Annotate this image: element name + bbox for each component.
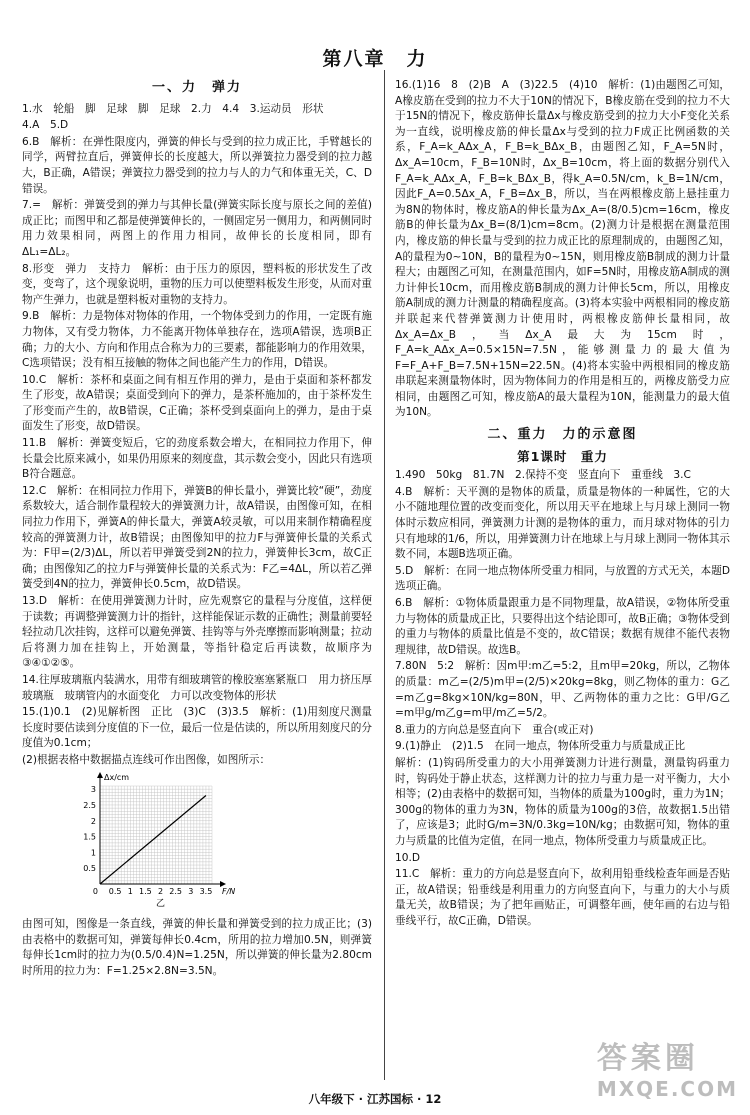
left-answer-list-after-chart bbox=[22, 917, 372, 979]
answer-item: 11.C 解析：重力的方向总是竖直向下，故利用铅垂线检查年画是否贴正，故A错误；铅垂线是利用重力的方向竖直向下，与重力的大小与质量无关，故B错误；为了把年画贴正，可调整年画，使年画的右边与铅垂线平行，故C正确，D错误。 bbox=[395, 868, 730, 927]
left-column bbox=[22, 78, 372, 981]
section-heading-1: 一、力 弹力 bbox=[151, 80, 242, 95]
y-tick-label: 2.5 bbox=[83, 800, 96, 810]
answer-item: 1.490 50kg 81.7N 2.保持不变 竖直向下 重垂线 3.C bbox=[395, 469, 691, 482]
spring-extension-chart bbox=[72, 772, 236, 910]
x-tick-label: 3.5 bbox=[199, 886, 213, 896]
answer-item: 13.D 解析：在使用弹簧测力计时，应先观察它的量程与分度值，这样便于读数；再调整弹簧测力计的指针，这样能保证示数的正确性；测量前要轻轻拉动几次挂钩，这样可以避免弹簧、挂钩等与外壳摩擦而影响测量；拉动后将测力加在挂钩上，开始测量，等指针稳定后再读数，故顺序为③④①②⑤。 bbox=[22, 595, 372, 670]
y-tick-label: 0.5 bbox=[83, 863, 96, 873]
section-heading-2: 二、重力 力的示意图 bbox=[487, 427, 638, 443]
y-axis-label: Δx/cm bbox=[104, 772, 130, 782]
x-tick-label: 2 bbox=[157, 886, 164, 896]
answer-item: 7.= 解析：弹簧受到的弹力与其伸长量(弹簧实际长度与原长之间的差值)成正比；而图甲和乙都是使弹簧伸长的，一侧固定另一侧用力，和两侧同时用力效果相同，两图上的作用力相同，故伸长的长度相同，即有ΔL₁=ΔL₂。 bbox=[22, 199, 372, 258]
lesson-heading: 第1课时 重力 bbox=[517, 448, 608, 464]
answer-item: 1.水 轮船 脚 足球 脚 足球 2.力 4.4 3.运动员 形状 bbox=[22, 102, 324, 115]
answer-item: 8.重力的方向总是竖直向下 重合(或正对) bbox=[395, 723, 594, 736]
x-tick-label: 1.5 bbox=[139, 886, 152, 896]
chapter-title: 第八章 力 bbox=[322, 48, 428, 70]
x-axis-label: F/N bbox=[222, 886, 236, 896]
x-tick-label: 3 bbox=[188, 886, 194, 896]
left-answer-list bbox=[22, 102, 372, 769]
y-tick-label: 2 bbox=[90, 816, 96, 826]
answer-item: 4.A 5.D bbox=[22, 119, 69, 132]
watermark-text-1: 答案圈 bbox=[596, 1041, 699, 1076]
answer-item: 7.80N 5:2 解析：因m甲:m乙=5:2，且m甲=20kg，所以，乙物体的质量：m乙=(2/5)m甲=(2/5)×20kg=8kg，则乙物体的重力：G乙=m乙g=8kg×10N/kg=80N，甲、乙两物体的重力之比：G甲/G乙=m甲g/m乙g=m甲/m乙=5/2。 bbox=[395, 660, 730, 720]
y-axis-arrow bbox=[97, 772, 103, 778]
answer-item: 4.B 解析：天平测的是物体的质量，质量是物体的一种属性，它的大小不随地理位置的改变而变化，所以用天平在地球上与月球上测同一物体时示数应相同，弹簧测力计测的是物体的重力，而月球对物体的引力只有地球的1/6，所以，用弹簧测力计在地球上与月球上测同一物体其示数不同，本题B选项正确。 bbox=[395, 485, 730, 561]
answer-item: 6.B 解析：①物体质量跟重力是不同物理量，故A错误，②物体所受重力与物体的质量成正比，只要得出这个结论即可，故B正确；③物体受到的重力与物体的质量比值是不变的，故C错误；数据有规律不能代表物理规律，故D错误。故选B。 bbox=[395, 597, 730, 656]
y-tick-label: 1 bbox=[90, 847, 96, 857]
watermark-text-2: MXQE.COM bbox=[596, 1077, 738, 1101]
answer-item: 10.C 解析：茶杯和桌面之间有相互作用的弹力，是由于桌面和茶杯都发生了形变，故A错误；桌面受到向下的弹力，是茶杯施加的，由于茶杯发生了形变而产生的，故B错误，C正确；茶杯受到桌面向上的弹力，是由于桌面发生了形变，故D错误。 bbox=[22, 373, 372, 433]
chart-caption: 乙 bbox=[156, 898, 166, 909]
right-column bbox=[395, 78, 730, 930]
answer-item: 11.B 解析：弹簧变短后，它的劲度系数会增大，在相同拉力作用下，伸长量会比原来减小，如果仍用原来的刻度盘，其示数会变小，因此只有选项B符合题意。 bbox=[22, 437, 372, 481]
page-footer: 八年级下 · 江苏国标 · 12 bbox=[308, 1092, 442, 1106]
answer-item: 16.(1)16 8 (2)B A (3)22.5 (4)10 解析：(1)由题图乙可知，A橡皮筋在受到的拉力不大于10N的情况下，B橡皮筋在受到的拉力不大于15N的情况下，橡皮筋伸长量Δx与橡皮筋受到的拉力大小F变化关系为一直线，说明橡皮筋的伸长量Δx与受到的拉力F成正比例函数的关系，F_A=k_AΔx_A，F_B=k_BΔx_B，由题图乙知，F_A=5N时，Δx_A=10cm，F_B=10N时，Δx_B=10cm，将上面的数据分别代入F_A=k_AΔx_A，F_B=k_BΔx_B，得k_A=0.5N/cm，k_B=1N/cm，因此F_A=0.5Δx_A，F_B=Δx_B，所以，当在两根橡皮筋上悬挂重力为8N的物体时，橡皮筋A的伸长量为Δx_A=(8/0.5)cm=16cm，橡皮筋B的伸长量为Δx_B=(8/1)cm=8cm。(2)测力计是根据在测量范围内，橡皮筋的伸长量与受到的拉力成正比的原理制成的，由题图乙知，A的量程为0~10N，B的量程为0~15N，则用橡皮筋B制成的测力计量程大；由题图乙可知，在测量范围内，如F=5N时，用橡皮筋A制成的测力计伸长10cm，而用橡皮筋B制成的测力计伸长5cm，所以，用橡皮筋A制成的测力计测量的精确程度高。(3)将本实验中两根相同的橡皮筋并联起来代替弹簧测力计使用时，两根橡皮筋伸长量相同，故Δx_A=Δx_B，当Δx_A最大为15cm时，F_A=k_AΔx_A=0.5×15N=7.5N，能够测量力的最大值为F=F_A+F_B=7.5N+15N=22.5N。(4)将本实验中两根相同的橡皮筋串联起来测量物体时，因为物体间力的作用是相互的，两橡皮筋受力应相同，由题图乙可知，橡皮筋A的最大量程为10N，能测量力的最大值为10N。 bbox=[395, 79, 730, 419]
answer-item: 8.形变 弹力 支持力 解析：由于压力的原因，塑料板的形状发生了改变，变弯了，这个现象说明，重物的压力可以使塑料板发生形变，从而对重物产生弹力，也就是塑料板对重物的支持力。 bbox=[22, 262, 372, 306]
right-answer-list-2 bbox=[395, 468, 730, 929]
watermark-logo bbox=[597, 1033, 738, 1101]
y-tick-label: 1.5 bbox=[83, 832, 96, 842]
answer-item: 9.(1)静止 (2)1.5 在同一地点，物体所受重力与质量成正比 bbox=[395, 740, 686, 753]
origin-label: 0 bbox=[92, 886, 98, 896]
answer-item: 10.D bbox=[395, 851, 421, 864]
y-tick-label: 3 bbox=[90, 784, 96, 794]
answer-item: 5.D 解析：在同一地点物体所受重力相同，与放置的方式无关，本题D选项正确。 bbox=[395, 564, 730, 593]
x-tick-label: 0.5 bbox=[108, 886, 122, 896]
chart-container bbox=[72, 772, 372, 916]
x-tick-label: 1 bbox=[127, 886, 133, 896]
answer-item: 12.C 解析：在相同拉力作用下，弹簧B的伸长量小，弹簧比较“硬”，劲度系数较大，适合制作量程较大的弹簧测力计，故A错误，由图像可知，在相同拉力作用下，弹簧A的伸长量大，弹簧A较灵敏，可以用来制作精确程度较高的弹簧测力计，故B错误；由图像知甲的拉力F与弹簧伸长量的关系式为：F甲=(2/3)ΔL，所以若甲弹簧受到2N的拉力，弹簧伸长3cm，故C正确；由图像知乙的拉力F与弹簧伸长量的关系式为：F乙=4ΔL，所以若乙弹簧受到4N的拉力，弹簧伸长0.5cm，故D错误。 bbox=[22, 484, 372, 591]
x-tick-label: 2.5 bbox=[169, 886, 183, 896]
answer-item: 14.往厚玻璃瓶内装满水，用带有细玻璃管的橡胶塞塞紧瓶口 用力挤压厚玻璃瓶 玻璃管内的水面变化 力可以改变物体的形状 bbox=[22, 673, 372, 702]
right-answer-list-1 bbox=[395, 78, 730, 421]
answer-item: 9.B 解析：力是物体对物体的作用，一个物体受到力的作用，一定既有施力物体，又有受力物体，力不能离开物体单独存在，选项A错误，选项B正确；力的大小、方向和作用点合称为力的三要素，都能影响力的作用效果，C选项错误；没有相互接触的物体之间也能产生力的作用，D错误。 bbox=[22, 310, 372, 370]
answer-item: 解析：(1)钩码所受重力的大小用弹簧测力计进行测量，测量钩码重力时，钩码处于静止状态，这样测力计的拉力与重力是一对平衡力，大小相等；(2)由表格中的数据可知，当物体的质量为100g时，重力为1N；300g的物体的重力为3N，物体的质量为100g的3倍，故数据1.5出错了，应该是3；此时G/m=3N/0.3kg=10N/kg；由数据可知，物体的重力与质量的比值为定值，在同一地点，物体所受重力与质量成正比。 bbox=[395, 756, 730, 847]
answer-item: (2)根据表格中数据描点连线可作出图像，如图所示： bbox=[22, 753, 271, 766]
column-divider bbox=[384, 70, 385, 1080]
answer-item: 6.B 解析：在弹性限度内，弹簧的伸长与受到的拉力成正比，手臂越长的同学，两臂拉直后，弹簧伸长的长度越大，所以弹簧拉力器受到的拉力越大，B正确，A错误；弹簧拉力器受到的拉力与人的力气和体重无关，C、D错误。 bbox=[22, 135, 372, 195]
answer-item: 15.(1)0.1 (2)见解析图 正比 (3)C (3)3.5 解析：(1)用刻度尺测量长度时要估读到分度值的下一位，最后一位是估读的，所以所用刻度尺的分度值为0.1cm； bbox=[22, 706, 372, 750]
answer-item: 由图可知，图像是一条直线，弹簧的伸长量和弹簧受到的拉力成正比；(3)由表格中的数据可知，弹簧每伸长0.4cm，所用的拉力增加0.5N，则弹簧每伸长1cm时的拉力为(0.5/0.4)N=1.25N，所以弹簧的伸长量为2.80cm时所用的拉力为：F=1.25×2.8N=3.5N。 bbox=[22, 918, 372, 977]
